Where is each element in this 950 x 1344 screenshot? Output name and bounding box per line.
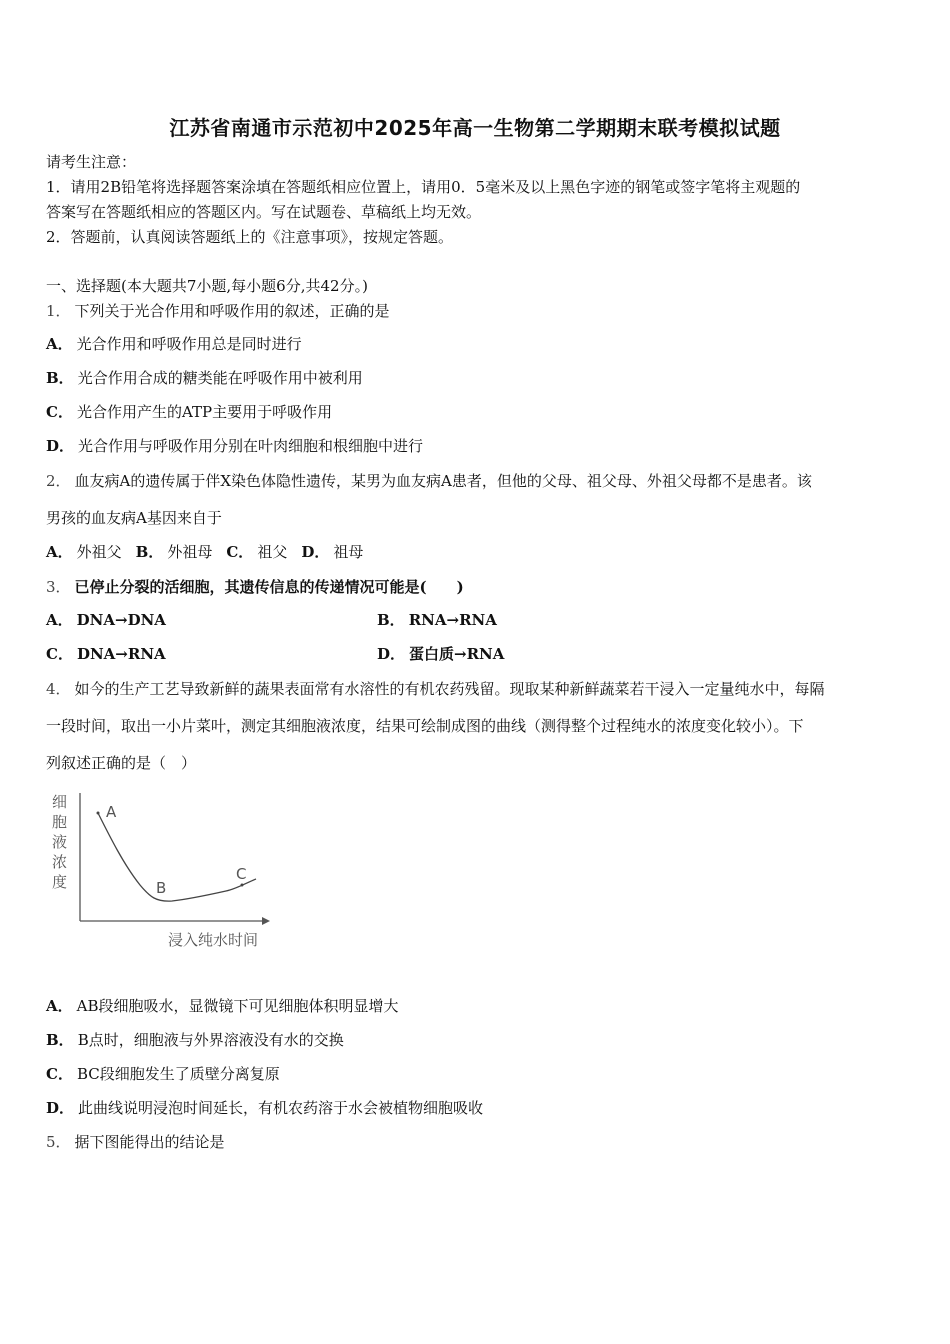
q3-option-d [377, 644, 504, 664]
question-4-stem-line-2: 一段时间，取出一小片菜叶，测定其细胞液浓度，结果可绘制成图的曲线（测得整个过程纯水的浓度变化较小）。下 [46, 717, 804, 735]
notice-item-1-line-1: 1．请用2B铅笔将选择题答案涂填在答题纸相应位置上，请用0．5毫米及以上黑色字迹的钢笔或签字笔将主观题的 [46, 178, 801, 196]
y-label-char: 度 [52, 873, 68, 891]
option-label: B． [377, 611, 405, 629]
option-text: 外祖母 [167, 543, 213, 561]
option-text: 光合作用和呼吸作用总是同时进行 [76, 335, 302, 353]
option-text: 此曲线说明浸泡时间延长，有机农药溶于水会被植物细胞吸收 [78, 1099, 484, 1117]
option-label: A． [46, 611, 73, 629]
question-2-stem-line-1 [46, 471, 812, 491]
option-label: D． [46, 1099, 75, 1117]
option-text: 蛋白质→RNA [409, 645, 505, 663]
option-text: AB段细胞吸水，显微镜下可见细胞体积明显增大 [76, 997, 399, 1015]
option-label: D． [46, 437, 75, 455]
option-label: A． [46, 543, 73, 561]
question-text: 血友病A的遗传属于伴X染色体隐性遗传，某男为血友病A患者，但他的父母、祖父母、外祖父母都不是患者。该 [74, 472, 812, 490]
q4-option-a [46, 996, 399, 1016]
question-text: 下列关于光合作用和呼吸作用的叙述，正确的是 [74, 302, 390, 320]
option-label: A． [46, 335, 73, 353]
option-label: B． [46, 369, 74, 387]
option-label: D． [301, 543, 330, 561]
q4-option-b [46, 1030, 344, 1050]
x-axis-label: 浸入纯水时间 [168, 931, 259, 949]
option-text: BC段细胞发生了质壁分离复原 [76, 1065, 280, 1083]
option-text: DNA→DNA [76, 611, 166, 629]
question-4-stem-line-1 [46, 679, 825, 699]
q4-option-c [46, 1064, 280, 1084]
q4-option-d [46, 1098, 483, 1118]
q1-option-b [46, 368, 363, 388]
option-label: C． [46, 403, 73, 421]
option-text: 祖母 [333, 543, 364, 561]
data-point-c [241, 884, 244, 887]
point-label-b: B [156, 879, 167, 897]
q1-option-c [46, 402, 332, 422]
data-curve [98, 813, 256, 901]
option-text: 光合作用产生的ATP主要用于呼吸作用 [76, 403, 333, 421]
q2-option-c [226, 542, 287, 562]
option-text: 光合作用与呼吸作用分别在叶肉细胞和根细胞中进行 [78, 437, 424, 455]
notice-item-1-line-2: 答案写在答题纸相应的答题区内。写在试题卷、草稿纸上均无效。 [46, 203, 482, 221]
question-3-stem [46, 577, 464, 597]
x-axis-arrow [262, 917, 270, 925]
y-label-char: 浓 [52, 853, 68, 871]
page-title: 江苏省南通市示范初中2025年高一生物第二学期期末联考模拟试题 [169, 116, 781, 140]
q1-option-d [46, 436, 423, 456]
option-label: C． [46, 1065, 73, 1083]
option-label: D． [377, 645, 406, 663]
question-2-stem-line-2: 男孩的血友病A基因来自于 [46, 509, 222, 527]
notice-item-2: 2．答题前，认真阅读答题纸上的《注意事项》，按规定答题。 [46, 228, 454, 246]
option-text: 祖父 [257, 543, 288, 561]
y-label-char: 胞 [52, 813, 68, 831]
section-heading: 一、选择题(本大题共7小题,每小题6分,共42分。) [46, 277, 368, 295]
y-label-char: 液 [52, 833, 68, 851]
option-label: B． [135, 543, 164, 561]
q3-option-c [46, 644, 166, 664]
q3-option-a [46, 610, 166, 630]
question-number: 5． [46, 1133, 71, 1151]
q1-option-a [46, 334, 302, 354]
notice-heading: 请考生注意： [46, 153, 137, 171]
question-text: 如今的生产工艺导致新鲜的蔬果表面常有水溶性的有机农药残留。现取某种新鲜蔬菜若干浸入一定量纯水中，每隔 [74, 680, 825, 698]
concentration-curve-chart [50, 785, 280, 955]
question-5-stem [46, 1132, 225, 1152]
q2-option-d [301, 542, 363, 562]
option-text: RNA→RNA [408, 611, 497, 629]
option-label: C． [46, 645, 73, 663]
option-label: B． [46, 1031, 74, 1049]
question-number: 3． [46, 578, 71, 596]
option-label: A． [46, 997, 73, 1015]
y-label-char: 细 [52, 793, 68, 811]
option-text: 外祖父 [76, 543, 122, 561]
question-text: 据下图能得出的结论是 [74, 1133, 225, 1151]
option-text: B点时，细胞液与外界溶液没有水的交换 [77, 1031, 344, 1049]
q2-option-a [46, 542, 122, 562]
question-1-stem [46, 301, 390, 321]
option-text: DNA→RNA [76, 645, 166, 663]
y-axis-label [52, 793, 67, 891]
q2-option-b [136, 542, 213, 562]
question-number: 1． [46, 302, 71, 320]
point-label-a: A [106, 803, 117, 821]
question-4-stem-line-3: 列叙述正确的是（ ） [46, 754, 197, 772]
question-number: 2． [46, 472, 71, 490]
question-text: 已停止分裂的活细胞，其遗传信息的传递情况可能是( ) [74, 578, 464, 596]
option-label: C． [226, 543, 254, 561]
q3-option-b [377, 610, 497, 630]
data-point-a [97, 812, 100, 815]
q2-options [46, 542, 377, 562]
point-label-c: C [236, 865, 247, 883]
question-number: 4． [46, 680, 71, 698]
option-text: 光合作用合成的糖类能在呼吸作用中被利用 [77, 369, 363, 387]
